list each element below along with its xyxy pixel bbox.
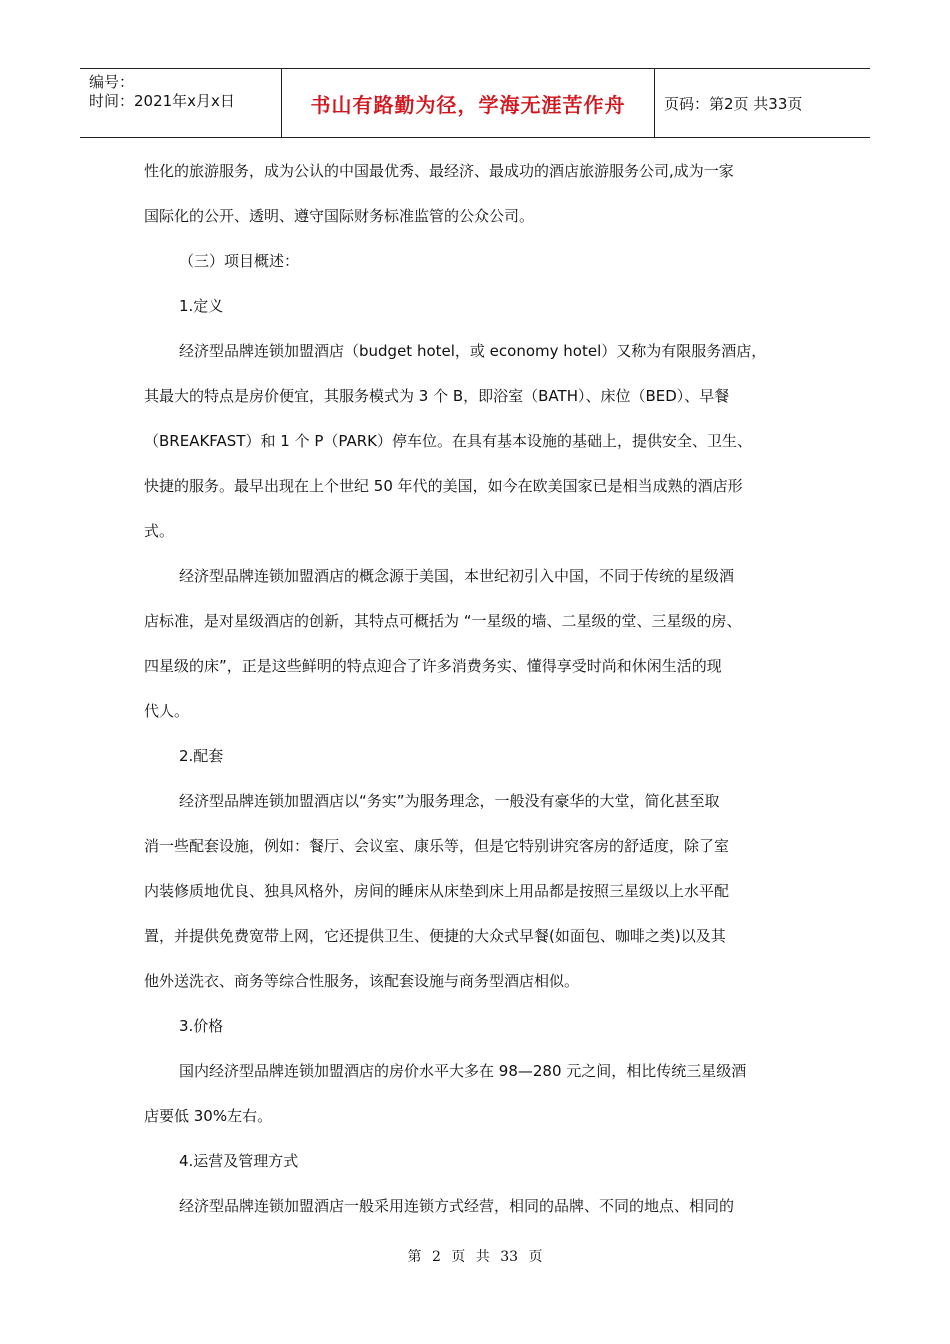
- text-line: （BREAKFAST）和 1 个 P（PARK）停车位。在具有基本设施的基础上，提供安全、卫生、: [144, 432, 752, 450]
- subsection-heading: 2.配套: [179, 747, 224, 765]
- text-line: 经济型品牌连锁加盟酒店一般采用连锁方式经营，相同的品牌、不同的地点、相同的: [179, 1197, 735, 1215]
- text-line: 经济型品牌连锁加盟酒店以“务实”为服务理念，一般没有豪华的大堂，简化甚至取: [179, 792, 720, 810]
- text-line: 置，并提供免费宽带上网，它还提供卫生、便捷的大众式早餐(如面包、咖啡之类)以及其: [144, 927, 726, 945]
- text-line: 代人。: [144, 702, 190, 720]
- header-page-info: 页码：第2页 共33页: [664, 94, 803, 113]
- subsection-heading: 3.价格: [179, 1017, 224, 1035]
- header-motto: 书山有路勤为径，学海无涯苦作舟: [282, 69, 655, 137]
- subsection-heading: 4.运营及管理方式: [179, 1152, 299, 1170]
- text-line: 内装修质地优良、独具风格外，房间的睡床从床垫到床上用品都是按照三星级以上水平配: [144, 882, 730, 900]
- header-meta-cell: [80, 69, 282, 137]
- page-header: [80, 68, 870, 138]
- text-line: 四星级的床”，正是这些鲜明的特点迎合了许多消费务实、懂得享受时尚和休闲生活的现: [144, 657, 722, 675]
- section-heading: （三）项目概述：: [179, 252, 300, 270]
- text-line: 快捷的服务。最早出现在上个世纪 50 年代的美国，如今在欧美国家已是相当成熟的酒店形: [144, 477, 743, 495]
- text-line: 他外送洗衣、商务等综合性服务，该配套设施与商务型酒店相似。: [144, 972, 580, 990]
- text-line: 国内经济型品牌连锁加盟酒店的房价水平大多在 98—280 元之间，相比传统三星级酒: [179, 1062, 747, 1080]
- text-line: 店标准，是对星级酒店的创新，其特点可概括为 “一星级的墙、二星级的堂、三星级的房、: [144, 612, 742, 630]
- text-line: 性化的旅游服务，成为公认的中国最优秀、最经济、最成功的酒店旅游服务公司,成为一家: [144, 162, 734, 180]
- subsection-heading: 1.定义: [179, 297, 224, 315]
- text-line: 其最大的特点是房价便宜，其服务模式为 3 个 B，即浴室（BATH）、床位（BED）、早餐: [144, 387, 730, 405]
- text-line: 店要低 30%左右。: [144, 1107, 273, 1125]
- text-line: 经济型品牌连锁加盟酒店的概念源于美国，本世纪初引入中国，不同于传统的星级酒: [179, 567, 735, 585]
- text-line: 式。: [144, 522, 175, 540]
- date-label: 时间：2021年x月x日: [89, 92, 235, 110]
- page-footer: 第 2 页 共 33 页: [407, 1249, 543, 1265]
- text-line: 消一些配套设施，例如：餐厅、会议室、康乐等，但是它特别讲究客房的舒适度，除了室: [144, 837, 730, 855]
- text-line: 经济型品牌连锁加盟酒店（budget hotel，或 economy hotel）又称为有限服务酒店，: [179, 342, 767, 360]
- number-label: 编号：: [89, 73, 135, 91]
- text-line: 国际化的公开、透明、遵守国际财务标准监管的公众公司。: [144, 207, 535, 225]
